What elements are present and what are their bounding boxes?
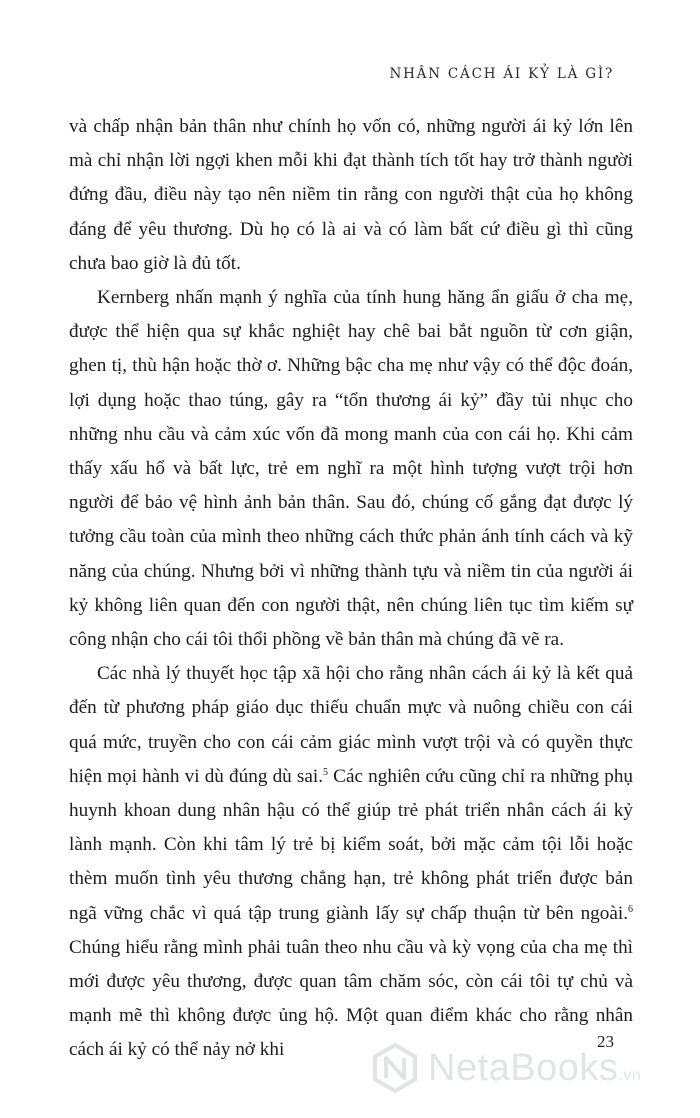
paragraph-3-part-1: Các nhà lý thuyết học tập xã hội cho rằng nhân cách ái kỷ là kết quả đến từ phương pháp giáo dục thiếu chuẩn mực và nuông chiều con cái quá mức, truyền cho con cái cảm giác mình vượt trội và có quyền thực hiện mọi hành vi dù đúng dù sai. bbox=[69, 663, 633, 787]
footnote-marker-6[interactable]: 6 bbox=[628, 903, 633, 915]
footnote-marker-5[interactable]: 5 bbox=[323, 766, 329, 778]
paragraph-1: và chấp nhận bản thân như chính họ vốn có, những người ái kỷ lớn lên mà chỉ nhận lời ngợi khen mỗi khi đạt thành tích tốt hay trở thành người đứng đầu, điều này tạo nên niềm tin rằng con người thật của họ không đáng để yêu thương. Dù họ có là ai và có làm bất cứ điều gì thì cũng chưa bao giờ là đủ tốt. bbox=[69, 116, 633, 274]
watermark-brand-text: NetaBooks bbox=[428, 1046, 619, 1089]
watermark bbox=[370, 1043, 641, 1093]
paragraph-3 bbox=[69, 657, 633, 1067]
watermark-brand bbox=[428, 1047, 641, 1090]
watermark-suffix: .vn bbox=[618, 1066, 642, 1084]
running-header: NHÂN CÁCH ÁI KỶ LÀ GÌ? bbox=[389, 66, 614, 82]
netabooks-logo-icon bbox=[370, 1043, 420, 1093]
paragraph-3-part-3: Chúng hiểu rằng mình phải tuân theo nhu cầu và kỳ vọng của cha mẹ thì mới được yêu thương, được quan tâm chăm sóc, còn cái tôi tự chủ và mạnh mẽ thì không được ủng hộ. Một quan điểm khác cho rằng nhân cách ái kỷ có thể nảy nở khi bbox=[69, 936, 633, 1061]
paragraph-3-part-2: Các nghiên cứu cũng chỉ ra những phụ huynh khoan dung nhân hậu có thể giúp trẻ phát triển nhân cách ái kỷ lành mạnh. Còn khi tâm lý trẻ bị kiểm soát, bởi mặc cảm tội lỗi hoặc thèm muốn tình yêu thương chẳng hạn, trẻ không phát triển được bản ngã vững chắc vì quá tập trung giành lấy sự chấp thuận từ bên ngoài. bbox=[69, 765, 634, 924]
paragraph-2: Kernberg nhấn mạnh ý nghĩa của tính hung hăng ẩn giấu ở cha mẹ, được thể hiện qua sự khắc nghiệt hay chê bai bắt nguồn từ cơn giận, ghen tị, thù hận hoặc thờ ơ. Những bậc cha mẹ như vậy có thể độc đoán, lợi dụng hoặc thao túng, gây ra “tổn thương ái kỷ” đầy tủi nhục cho những nhu cầu và cảm xúc vốn đã mong manh của con cái họ. Khi cảm thấy xấu hổ và bất lực, trẻ em nghĩ ra một hình tượng vượt trội hơn người để bảo vệ hình ảnh bản thân. Sau đó, chúng cố gắng đạt được lý tưởng cầu toàn của mình theo những cách thức phản ánh tính cách và kỹ năng của chúng. Nhưng bởi vì những thành tựu và niềm tin của người ái kỷ không liên quan đến con người thật, nên chúng liên tục tìm kiếm sự công nhận cho cái tôi thổi phồng về bản thân mà chúng đã vẽ ra. bbox=[69, 287, 633, 651]
page-number: 23 bbox=[597, 1032, 614, 1051]
body-text bbox=[69, 110, 633, 1068]
